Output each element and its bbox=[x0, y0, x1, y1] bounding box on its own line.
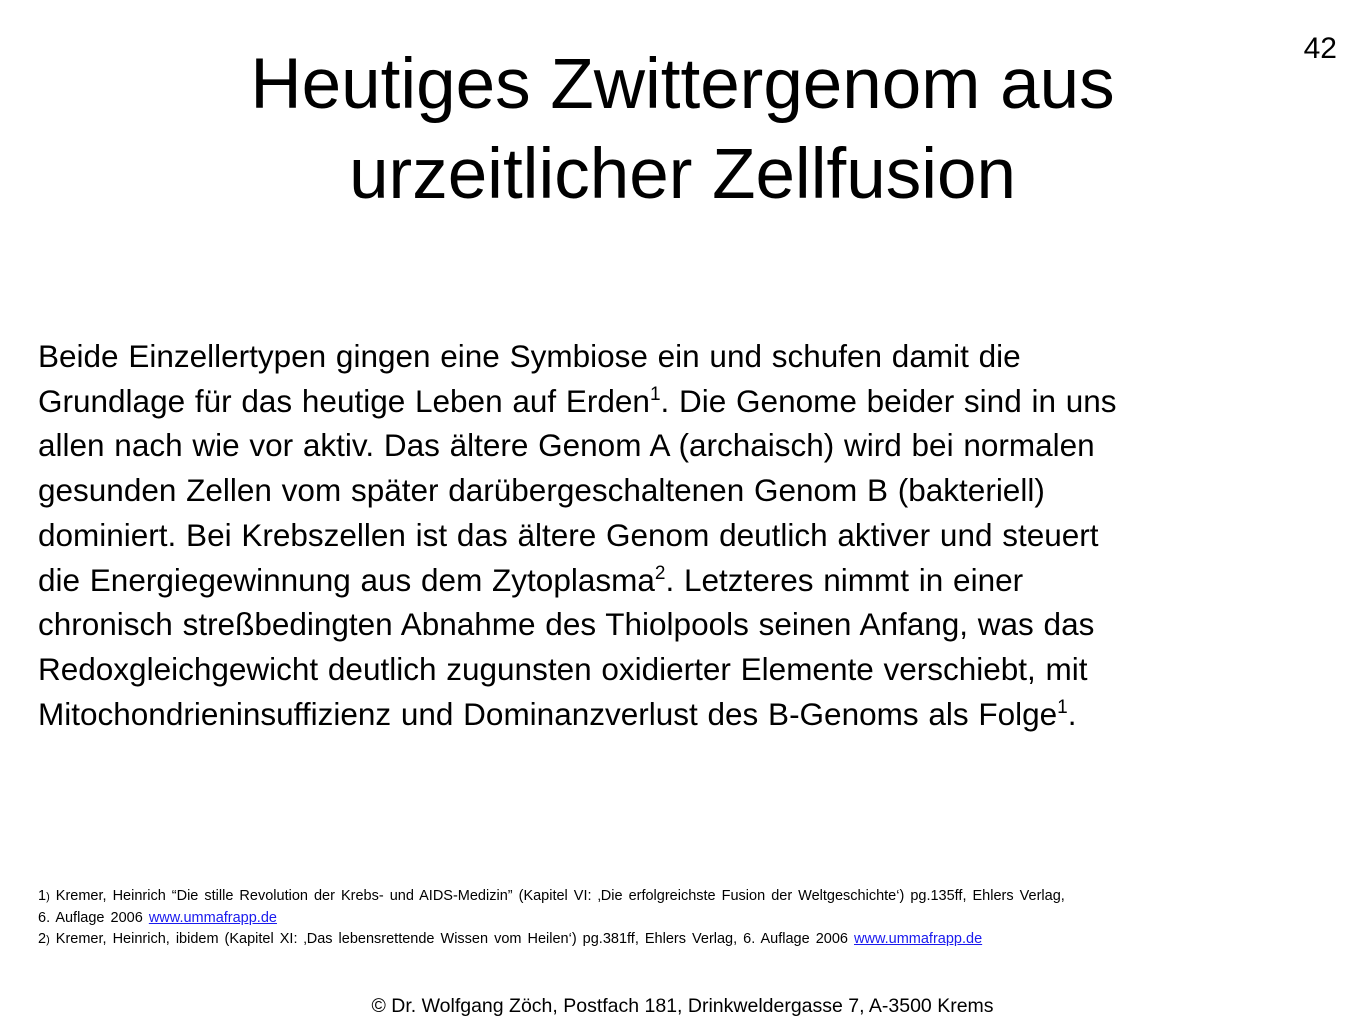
footnote-1-link[interactable]: www.ummafrapp.de bbox=[148, 910, 277, 926]
footnote-number: 1 bbox=[38, 888, 47, 904]
body-text-segment: Grundlage für das heutige Leben auf Erden bbox=[38, 382, 650, 419]
body-text-segment: die Energiegewinnung aus dem Zytoplasma bbox=[38, 561, 655, 598]
footnote-2 bbox=[38, 929, 1338, 951]
footnote-text: Kremer, Heinrich, ibidem (Kapitel XI: ‚Das lebensrettende Wissen vom Heilen‘) pg.381ff, Ehlers Verlag, 6. Auflage 2006 bbox=[49, 931, 854, 947]
footnote-reference: 1 bbox=[649, 383, 661, 405]
footnote-text: Kremer, Heinrich “Die stille Revolution der Krebs- und AIDS-Medizin” (Kapitel VI: ‚Die erfolgreichste Fusion der Weltgeschichte‘) pg.135ff, Ehlers Verlag, bbox=[49, 888, 1065, 904]
body-paragraph bbox=[38, 334, 1338, 736]
body-line: Redoxgleichgewicht deutlich zugunsten oxidierter Elemente verschiebt, mit bbox=[38, 650, 1088, 687]
footnote-text: 6. Auflage 2006 bbox=[38, 910, 149, 926]
slide-title-line-2: urzeitlicher Zellfusion bbox=[349, 135, 1016, 214]
body-line: dominiert. Bei Krebszellen ist das ältere Genom deutlich aktiver und steuert bbox=[38, 516, 1099, 553]
body-text-segment: Mitochondrieninsuffizienz und Dominanzverlust des B-Genoms als Folge bbox=[38, 695, 1058, 732]
slide-title bbox=[0, 40, 1365, 220]
body-line bbox=[38, 379, 1338, 424]
body-line: chronisch streßbedingten Abnahme des Thiolpools seinen Anfang, was das bbox=[38, 606, 1095, 643]
body-line: Beide Einzellertypen gingen eine Symbiose ein und schufen damit die bbox=[38, 338, 1021, 374]
body-line bbox=[38, 692, 1338, 737]
body-text-segment: . Die Genome beider sind in uns bbox=[660, 382, 1117, 419]
footnote-paren: ) bbox=[46, 891, 50, 903]
body-line bbox=[38, 558, 1338, 603]
footnote-paren: ) bbox=[46, 934, 50, 946]
footnote-reference: 1 bbox=[1057, 696, 1068, 718]
body-line: allen nach wie vor aktiv. Das ältere Genom A (archaisch) wird bei normalen bbox=[38, 427, 1095, 464]
footnote-1 bbox=[38, 886, 1338, 908]
slide-title-line-1: Heutiges Zwittergenom aus bbox=[250, 45, 1115, 124]
footnote-1-continued bbox=[38, 908, 1338, 929]
footnotes bbox=[38, 886, 1338, 951]
slide-number: 42 bbox=[1303, 32, 1337, 65]
body-line: gesunden Zellen vom später darübergeschaltenen Genom B (bakteriell) bbox=[38, 472, 1045, 509]
copyright-footer: © Dr. Wolfgang Zöch, Postfach 181, Drinkweldergasse 7, A-3500 Krems bbox=[371, 995, 994, 1017]
footnote-number: 2 bbox=[38, 931, 47, 947]
body-text-segment: . Letzteres nimmt in einer bbox=[665, 561, 1024, 598]
footnote-2-link[interactable]: www.ummafrapp.de bbox=[854, 931, 983, 947]
body-text-segment: . bbox=[1067, 695, 1077, 732]
footnote-reference: 2 bbox=[654, 562, 666, 584]
